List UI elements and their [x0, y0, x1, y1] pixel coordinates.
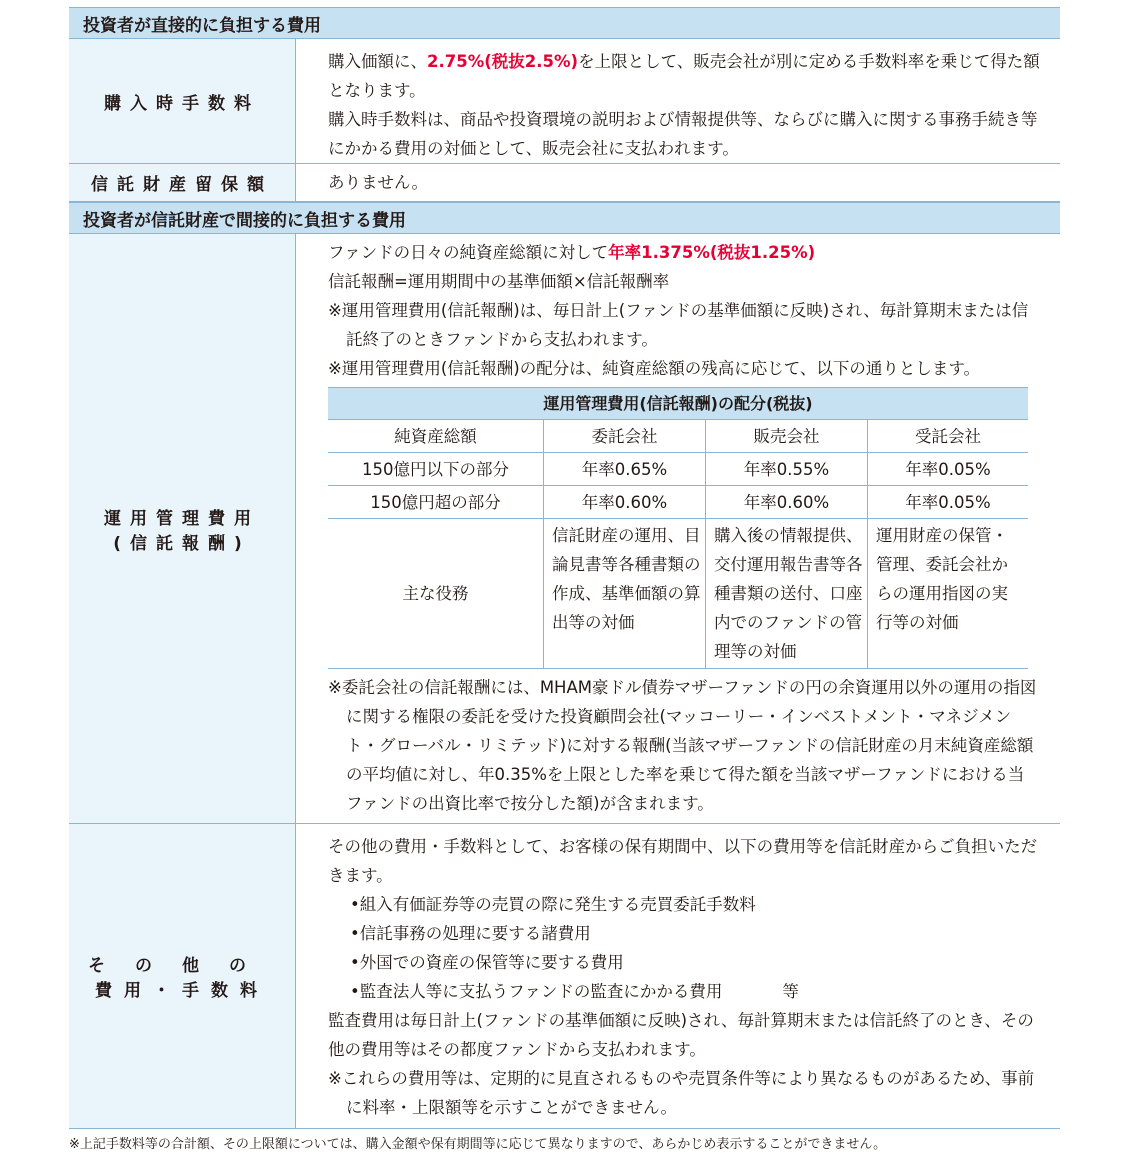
table-cell: 年率0.55%: [706, 453, 868, 486]
table-cell: 150億円以下の部分: [328, 453, 544, 486]
management-fee-note2: ※運用管理費用(信託報酬)の配分は、純資産総額の残高に応じて、以下の通りとします。: [328, 359, 981, 378]
retention-label: [69, 164, 295, 202]
other-fees-label-line1: その他の: [88, 956, 276, 976]
column-header: 委託会社: [544, 420, 706, 453]
list-item-suffix: 等: [782, 982, 799, 1001]
management-fee-rate: 年率1.375%(税抜1.25%): [608, 243, 816, 262]
table-header-row: [328, 420, 1028, 453]
purchase-fee-line2: 購入時手数料は、商品や投資環境の説明および情報提供等、ならびに購入に関する事務手続き等にかかる費用の対価として、販売会社に支払われます。: [328, 110, 1038, 158]
management-fee-formula: 信託報酬=運用期間中の基準価額×信託報酬率: [328, 272, 670, 291]
table-cell: 150億円超の部分: [328, 486, 544, 519]
list-item: •外国での資産の保管等に要する費用: [350, 953, 624, 972]
role-label-cell: 主な役務: [328, 519, 544, 669]
management-fee-label-line2: (信託報酬): [113, 533, 251, 554]
purchase-fee-content: [296, 39, 1060, 164]
retention-value: ありません。: [328, 173, 428, 192]
table-row: [328, 486, 1028, 519]
management-fee-label-line1: 運用管理費用: [104, 508, 260, 529]
management-fee-content: [296, 234, 1060, 824]
column-divider: [295, 234, 296, 1129]
indirect-cost-header: [69, 202, 1060, 234]
fee-allocation-caption: 運用管理費用(信託報酬)の配分(税抜): [328, 388, 1028, 420]
role-cell: 信託財産の運用、目論見書等各種書類の作成、基準価額の算出等の対価: [544, 519, 706, 669]
table-cell: 年率0.65%: [544, 453, 706, 486]
management-fee-note3: ※委託会社の信託報酬には、MHAM豪ドル債券マザーファンドの円の余資運用以外の運用の指図に関する権限の委託を受けた投資顧問会社(マッコーリー・インベストメント・マネジメント・グローバル・リミテッド)に対する報酬(当該マザーファンドの信託財産の月末純資産総額の平均値に対し、年0.35%を上限とした率を乗じて得た額を当該マザーファンドにおける当ファンドの出資比率で按分した額)が含まれます。: [328, 678, 1037, 813]
purchase-fee-line1-pre: 購入価額に、: [328, 52, 427, 71]
indirect-cost-header-text: 投資者が信託財産で間接的に負担する費用: [83, 210, 406, 231]
purchase-fee-line1: [328, 47, 1040, 105]
column-divider: [295, 39, 296, 202]
direct-cost-header-text: 投資者が直接的に負担する費用: [83, 15, 321, 36]
table-cell: 年率0.05%: [868, 486, 1029, 519]
management-fee-line1-pre: ファンドの日々の純資産総額に対して: [328, 243, 609, 262]
purchase-fee-line1-post: を上限として、販売会社が別に定める手数料率を乗じて得た額となります。: [328, 52, 1040, 100]
retention-label-text: 信託財産留保額: [91, 175, 273, 195]
table-cell: 年率0.60%: [544, 486, 706, 519]
management-fee-note1: ※運用管理費用(信託報酬)は、毎日計上(ファンドの基準価額に反映)され、毎計算期末または信託終了のときファンドから支払われます。: [328, 301, 1029, 349]
purchase-fee-label-text: 購入時手数料: [104, 93, 260, 114]
table-cell: 年率0.60%: [706, 486, 868, 519]
column-header: 受託会社: [868, 420, 1029, 453]
column-header: 販売会社: [706, 420, 868, 453]
column-header: 純資産総額: [328, 420, 544, 453]
management-fee-line1: [328, 238, 1040, 267]
other-fees-label: [69, 824, 295, 1129]
other-fees-audit: 監査費用は毎日計上(ファンドの基準価額に反映)され、毎計算期末または信託終了のとき、その他の費用等はその都度ファンドから支払われます。: [328, 1011, 1034, 1059]
role-cell: 購入後の情報提供、交付運用報告書等各種書類の送付、口座内でのファンドの管理等の対価: [706, 519, 868, 669]
retention-content: [296, 164, 1060, 202]
list-item: •信託事務の処理に要する諸費用: [350, 924, 591, 943]
list-item: •組入有価証券等の売買の際に発生する売買委託手数料: [350, 895, 756, 914]
management-fee-label: [69, 234, 295, 824]
list-item-text: •監査法人等に支払うファンドの監査にかかる費用: [350, 982, 723, 1001]
purchase-fee-rate: 2.75%(税抜2.5%): [427, 52, 579, 71]
table-cell: 年率0.05%: [868, 453, 1029, 486]
table-row: [328, 453, 1028, 486]
footnote: ※上記手数料等の合計額、その上限額については、購入金額や保有期間等に応じて異なりますので、あらかじめ表示することができません。: [69, 1137, 887, 1152]
purchase-fee-label: [69, 39, 295, 164]
other-fees-intro: その他の費用・手数料として、お客様の保有期間中、以下の費用等を信託財産からご負担いただきます。: [328, 837, 1038, 885]
list-item: [328, 977, 1040, 1006]
direct-cost-header: [69, 7, 1060, 39]
other-fees-label-line2: 費用・手数料: [95, 981, 269, 1001]
table-row: [328, 519, 1028, 669]
role-cell: 運用財産の保管・管理、委託会社からの運用指図の実行等の対価: [868, 519, 1029, 669]
fee-allocation-table: [328, 387, 1028, 669]
other-fees-content: [296, 824, 1060, 1129]
other-fees-note: ※これらの費用等は、定期的に見直されるものや売買条件等により異なるものがあるため、事前に料率・上限額等を示すことができません。: [328, 1069, 1035, 1117]
